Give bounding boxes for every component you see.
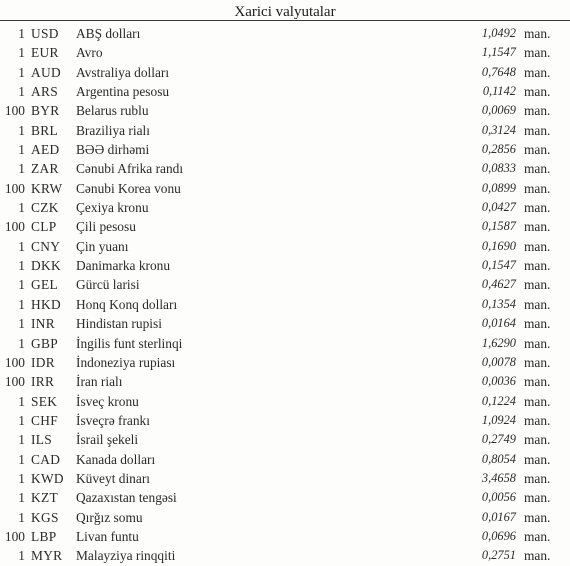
unit-cell: man. [524, 354, 551, 370]
currency-name-cell: Çin yuanı [76, 238, 129, 254]
unit-cell: man. [524, 374, 551, 390]
table-row [0, 82, 570, 101]
nominal-cell: 1 [18, 200, 25, 216]
currency-table [0, 24, 570, 566]
currency-code-cell: IDR [31, 354, 55, 370]
currency-code-cell: GEL [31, 277, 58, 293]
unit-cell: man. [524, 335, 551, 351]
currency-code-cell: AUD [31, 64, 61, 80]
rate-cell: 0,0056 [481, 490, 516, 505]
unit-cell: man. [524, 238, 551, 254]
table-row [0, 508, 570, 527]
rate-cell: 0,1587 [481, 219, 516, 234]
currency-name-cell: Qırğız somu [76, 509, 143, 525]
currency-code-cell: BRL [31, 122, 58, 138]
rate-cell: 0,1547 [481, 258, 516, 273]
currency-name-cell: Cənubi Korea vonu [76, 180, 181, 196]
unit-cell: man. [524, 45, 551, 61]
currency-name-cell: İsveçrə frankı [76, 412, 150, 428]
currency-name-cell: Malayziya rinqqiti [76, 548, 176, 564]
currency-name-cell: Küveyt dinarı [76, 470, 151, 486]
unit-cell: man. [524, 509, 551, 525]
currency-code-cell: CNY [31, 238, 61, 254]
currency-code-cell: DKK [31, 258, 61, 274]
unit-cell: man. [524, 277, 551, 293]
currency-code-cell: EUR [31, 45, 59, 61]
nominal-cell: 100 [4, 374, 25, 390]
unit-cell: man. [524, 432, 551, 448]
table-row [0, 217, 570, 236]
currency-code-cell: KWD [31, 470, 64, 486]
nominal-cell: 1 [18, 64, 25, 80]
rate-cell: 0,2856 [481, 142, 516, 157]
currency-code-cell: ILS [31, 432, 52, 448]
rate-cell: 0,8054 [481, 451, 516, 466]
unit-cell: man. [524, 142, 551, 158]
unit-cell: man. [524, 412, 551, 428]
currency-name-cell: Danimarka kronu [76, 258, 171, 274]
nominal-cell: 1 [18, 26, 25, 41]
rate-cell: 1,0492 [481, 26, 516, 40]
nominal-cell: 1 [18, 238, 25, 254]
table-row [0, 527, 570, 546]
currency-name-cell: BƏƏ dirhəmi [76, 142, 150, 158]
currency-name-cell: İsrail şekeli [76, 432, 139, 448]
rate-cell: 0,0069 [481, 103, 516, 118]
table-row [0, 392, 570, 411]
nominal-cell: 1 [18, 84, 25, 100]
table-row [0, 101, 570, 120]
currency-code-cell: IRR [31, 374, 55, 390]
currency-name-cell: Avstraliya dolları [76, 64, 170, 80]
currency-name-cell: Kanada dolları [76, 451, 156, 467]
nominal-cell: 1 [18, 142, 25, 158]
currency-name-cell: İndoneziya rupiası [76, 354, 176, 370]
unit-cell: man. [524, 470, 551, 486]
table-row [0, 121, 570, 140]
nominal-cell: 1 [18, 316, 25, 332]
rate-cell: 1,6290 [481, 335, 516, 350]
nominal-cell: 1 [18, 45, 25, 61]
rate-cell: 1,0924 [481, 412, 516, 427]
currency-code-cell: SEK [31, 393, 58, 409]
table-row [0, 430, 570, 449]
nominal-cell: 1 [18, 393, 25, 409]
rate-cell: 0,7648 [481, 64, 516, 79]
rate-cell: 0,1224 [481, 393, 516, 408]
rate-cell: 0,4627 [481, 277, 516, 292]
nominal-cell: 1 [18, 412, 25, 428]
rate-cell: 0,0899 [481, 180, 516, 195]
nominal-cell: 100 [4, 354, 25, 370]
rate-cell: 0,2749 [481, 432, 516, 447]
unit-cell: man. [524, 258, 551, 274]
currency-code-cell: KGS [31, 509, 59, 525]
table-row [0, 179, 570, 198]
rate-cell: 0,0167 [481, 509, 516, 524]
currency-name-cell: İngilis funt sterlinqi [76, 335, 183, 351]
currency-name-cell: Avro [76, 45, 103, 61]
rate-cell: 0,3124 [481, 122, 516, 137]
rate-cell: 0,0427 [481, 200, 516, 215]
currency-code-cell: CLP [31, 219, 57, 235]
unit-cell: man. [524, 528, 551, 544]
table-row [0, 256, 570, 275]
currency-code-cell: BYR [31, 103, 60, 119]
currency-name-cell: İran rialı [76, 374, 123, 390]
currency-code-cell: KZT [31, 490, 58, 506]
currency-name-cell: Qazaxıstan tengəsi [76, 490, 177, 506]
table-row [0, 372, 570, 391]
currency-code-cell: CHF [31, 412, 58, 428]
unit-cell: man. [524, 84, 551, 100]
currency-name-cell: ABŞ dolları [76, 26, 141, 41]
table-row [0, 237, 570, 256]
currency-code-cell: AED [31, 142, 60, 158]
currency-code-cell: KRW [31, 180, 63, 196]
table-row [0, 334, 570, 353]
unit-cell: man. [524, 103, 551, 119]
nominal-cell: 100 [4, 180, 25, 196]
rate-cell: 3,4658 [481, 470, 516, 485]
currency-code-cell: HKD [31, 296, 61, 312]
currency-name-cell: Gürcü larisi [76, 277, 140, 293]
currency-name-cell: Belarus rublu [76, 103, 149, 119]
table-row [0, 140, 570, 159]
nominal-cell: 1 [18, 335, 25, 351]
currency-name-cell: Honq Konq dolları [76, 296, 178, 312]
rate-cell: 0,0078 [481, 354, 516, 369]
rate-cell: 0,1690 [481, 238, 516, 253]
nominal-cell: 1 [18, 258, 25, 274]
table-row [0, 275, 570, 294]
currency-code-cell: MYR [31, 548, 63, 564]
nominal-cell: 1 [18, 548, 25, 564]
currency-name-cell: Çili pesosu [76, 219, 136, 235]
table-row [0, 469, 570, 488]
table-row [0, 353, 570, 372]
currency-code-cell: ARS [31, 84, 58, 100]
currency-code-cell: CAD [31, 451, 61, 467]
unit-cell: man. [524, 64, 551, 80]
rate-cell: 0,0833 [481, 161, 516, 176]
rate-cell: 0,1354 [481, 296, 516, 311]
nominal-cell: 1 [18, 451, 25, 467]
unit-cell: man. [524, 180, 551, 196]
currency-code-cell: CZK [31, 200, 59, 216]
nominal-cell: 1 [18, 122, 25, 138]
currency-code-cell: ZAR [31, 161, 59, 177]
currency-name-cell: Argentina pesosu [76, 84, 170, 100]
nominal-cell: 1 [18, 509, 25, 525]
page-title: Xarici valyutalar [234, 4, 336, 20]
rate-cell: 0,0696 [481, 528, 516, 543]
unit-cell: man. [524, 122, 551, 138]
currency-code-cell: GBP [31, 335, 58, 351]
nominal-cell: 100 [4, 528, 25, 544]
rate-cell: 0,0164 [481, 316, 516, 331]
unit-cell: man. [524, 200, 551, 216]
nominal-cell: 100 [4, 219, 25, 235]
nominal-cell: 1 [18, 296, 25, 312]
rate-cell: 0,0036 [481, 374, 516, 389]
unit-cell: man. [524, 219, 551, 235]
unit-cell: man. [524, 296, 551, 312]
rate-cell: 0,1142 [482, 84, 516, 99]
table-row [0, 411, 570, 430]
table-row [0, 24, 570, 43]
nominal-cell: 100 [4, 103, 25, 119]
currency-name-cell: Braziliya rialı [76, 122, 150, 138]
currency-code-cell: LBP [31, 528, 57, 544]
nominal-cell: 1 [18, 277, 25, 293]
table-row [0, 63, 570, 82]
table-row [0, 295, 570, 314]
table-row [0, 450, 570, 469]
nominal-cell: 1 [18, 470, 25, 486]
nominal-cell: 1 [18, 161, 25, 177]
unit-cell: man. [524, 393, 551, 409]
unit-cell: man. [524, 451, 551, 467]
table-row [0, 198, 570, 217]
table-row [0, 159, 570, 178]
currency-code-cell: USD [31, 26, 59, 41]
header-divider [0, 20, 570, 21]
currency-name-cell: Cənubi Afrika randı [76, 161, 184, 177]
table-row [0, 488, 570, 507]
unit-cell: man. [524, 316, 551, 332]
table-row [0, 43, 570, 62]
table-row [0, 546, 570, 565]
currency-name-cell: Livan funtu [76, 528, 139, 544]
nominal-cell: 1 [18, 490, 25, 506]
table-row [0, 314, 570, 333]
unit-cell: man. [524, 161, 551, 177]
unit-cell: man. [524, 490, 551, 506]
currency-name-cell: İsveç kronu [76, 393, 139, 409]
currency-name-cell: Hindistan rupisi [76, 316, 162, 332]
currency-code-cell: INR [31, 316, 55, 332]
unit-cell: man. [524, 26, 551, 41]
rate-cell: 0,2751 [481, 548, 516, 563]
unit-cell: man. [524, 548, 551, 564]
currency-name-cell: Çexiya kronu [76, 200, 149, 216]
nominal-cell: 1 [18, 432, 25, 448]
rate-cell: 1,1547 [481, 45, 516, 60]
